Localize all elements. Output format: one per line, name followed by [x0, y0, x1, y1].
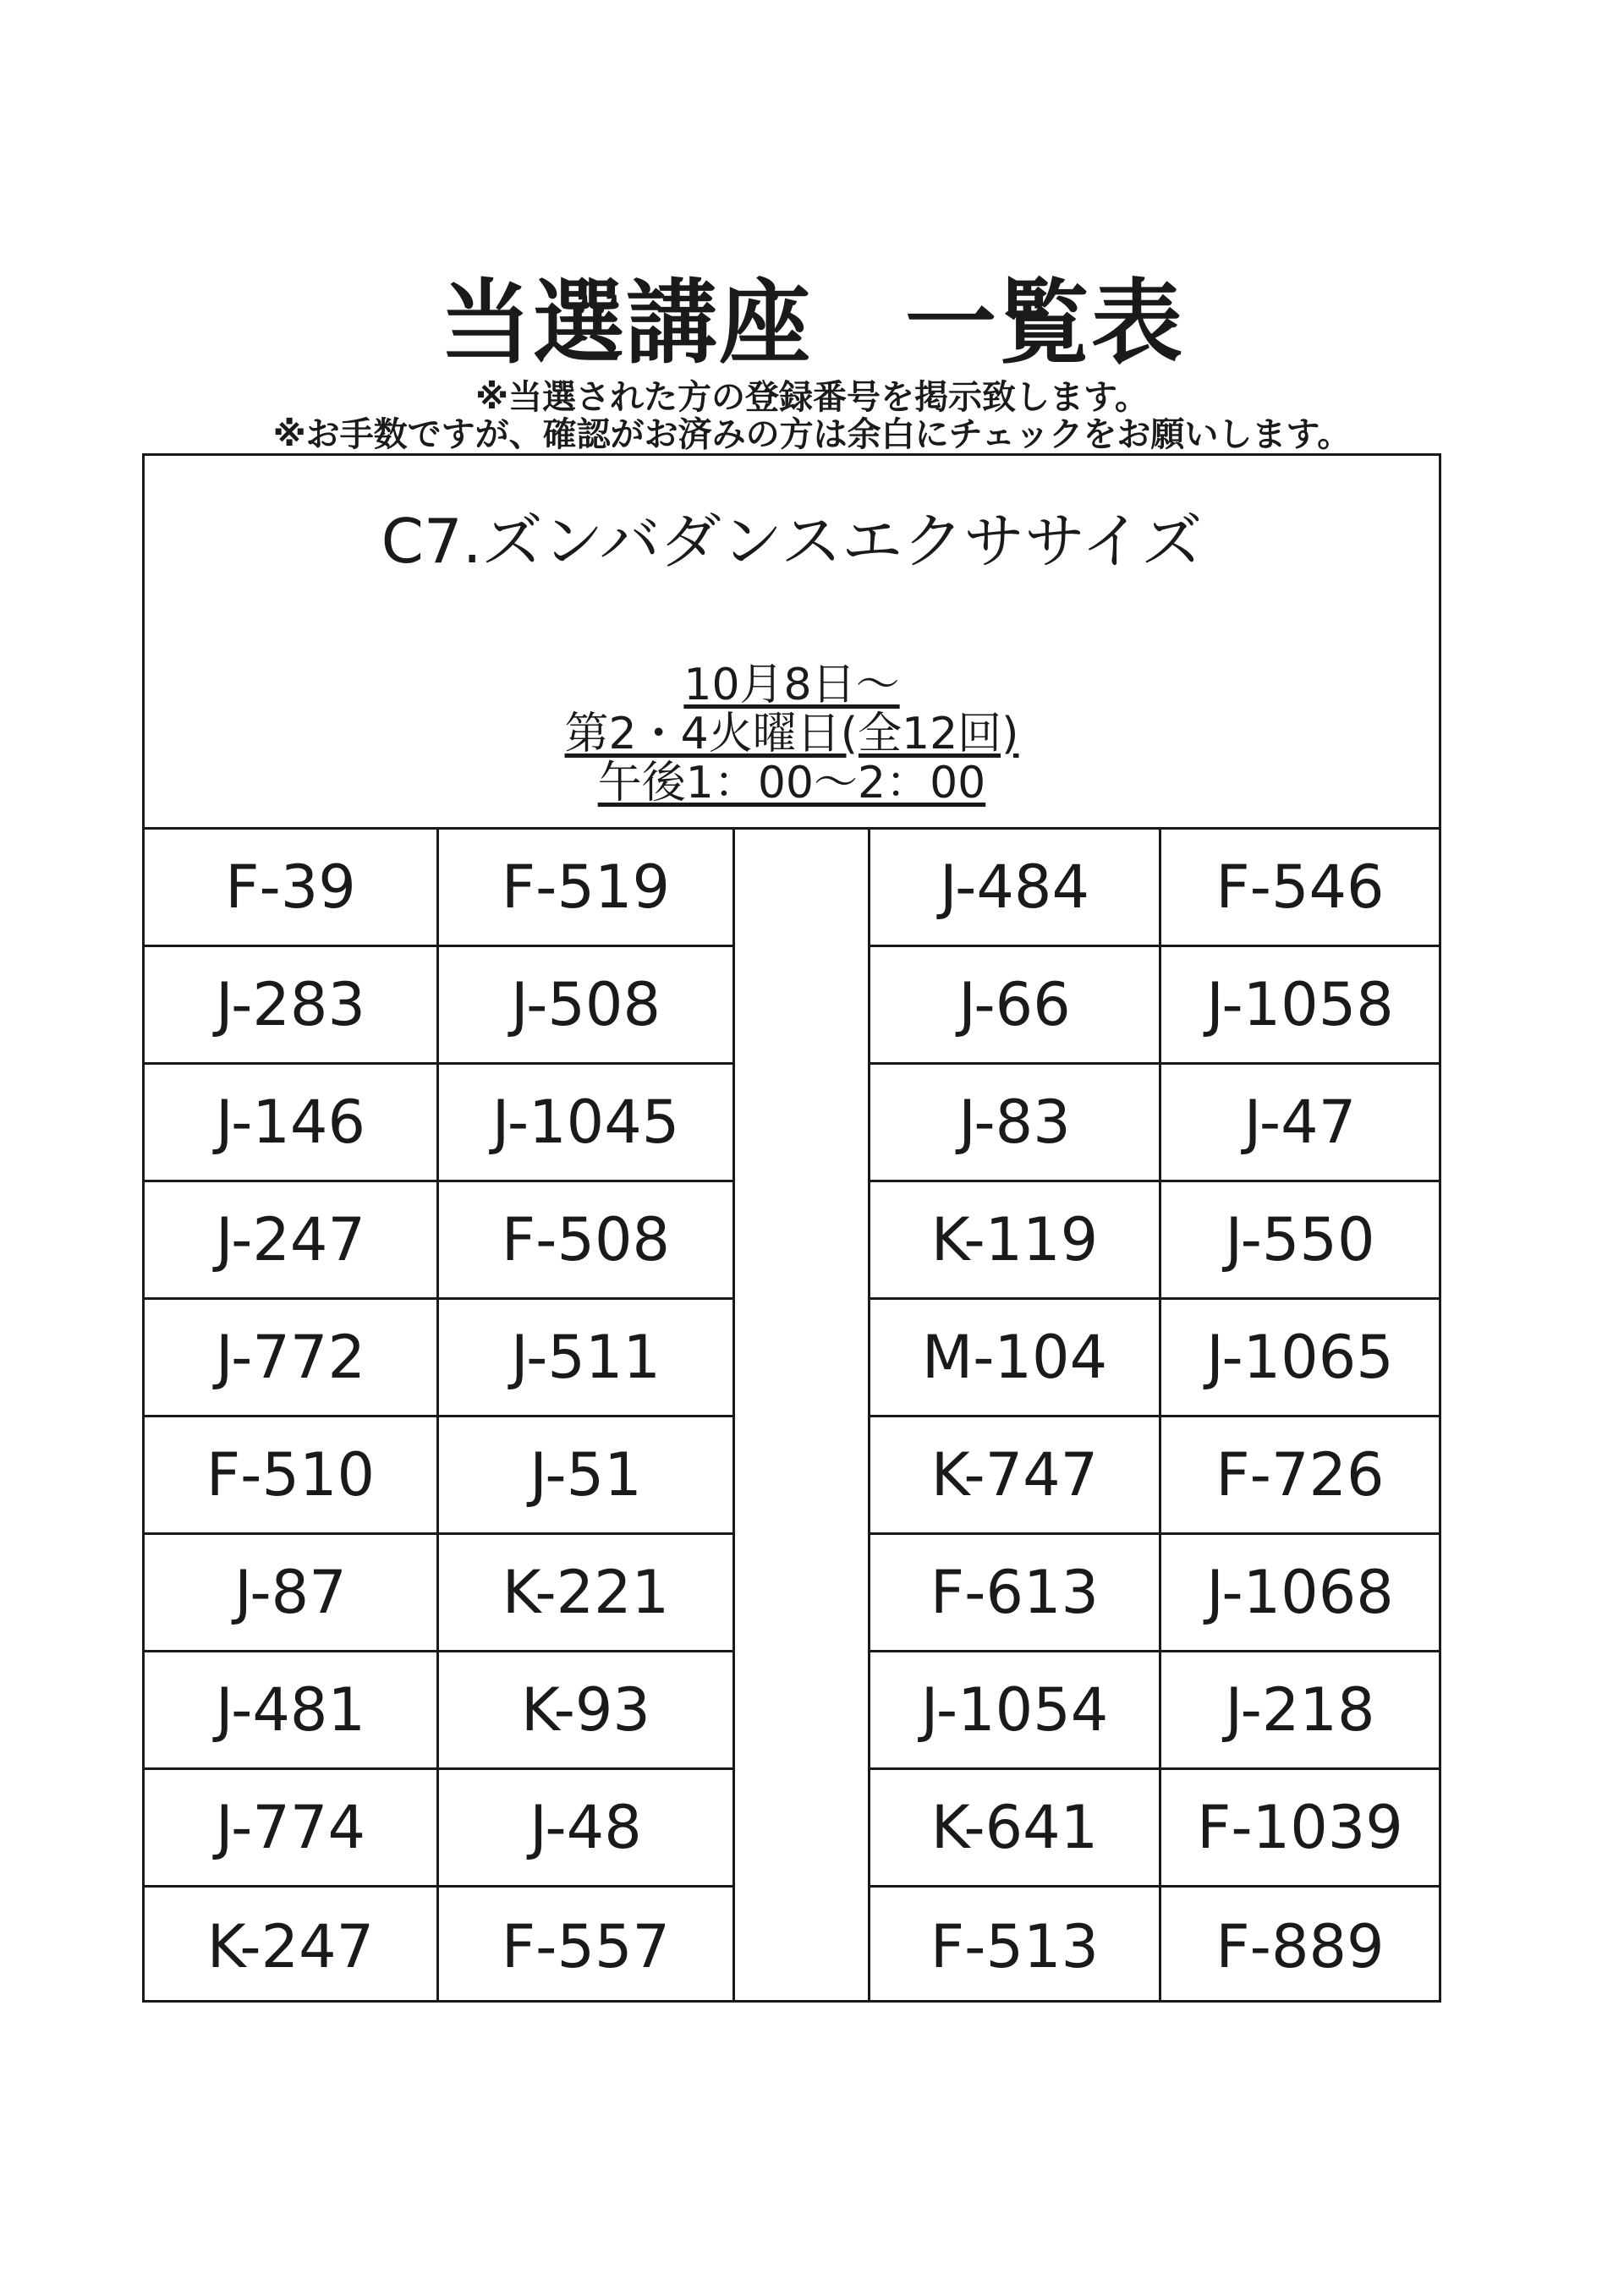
registration-number-cell: J-484 — [870, 830, 1159, 947]
registration-number-cell: J-247 — [145, 1182, 436, 1300]
notice-line-1: ※当選された方の登録番号を掲示致します。 — [475, 378, 1149, 417]
course-time: 午後1：00～2：00 — [597, 758, 986, 808]
registration-number-cell: F-508 — [439, 1182, 732, 1300]
registration-number-cell: J-508 — [439, 947, 732, 1065]
registration-number-cell: F-519 — [439, 830, 732, 947]
registration-number-cell: J-47 — [1161, 1065, 1439, 1182]
registration-number-cell: J-83 — [870, 1065, 1159, 1182]
registration-number-cell: J-48 — [439, 1770, 732, 1888]
registration-number-cell: F-557 — [501, 1911, 671, 1981]
registration-number-cell: F-613 — [870, 1535, 1159, 1652]
registration-number-cell: J-87 — [145, 1535, 436, 1652]
registration-number-cell: K-93 — [439, 1652, 732, 1770]
registration-number-cell: J-66 — [870, 947, 1159, 1065]
registration-number-cell: J-1045 — [439, 1065, 732, 1182]
registration-number-cell: J-51 — [439, 1417, 732, 1535]
course-day: 第2・4火曜日(全12回) — [564, 709, 1019, 759]
number-grid — [145, 830, 1439, 2003]
notice-line-2: ※お手数ですが、確認がお済みの方は余白にチェックをお願いします。 — [272, 415, 1352, 454]
registration-number-cell: J-146 — [145, 1065, 436, 1182]
registration-number-cell: F-1039 — [1161, 1770, 1439, 1888]
course-name: C7.ズンバダンスエクササイズ — [381, 506, 1203, 577]
registration-number-cell: J-774 — [145, 1770, 436, 1888]
registration-number-cell: M-104 — [870, 1300, 1159, 1417]
registration-number-cell: K-247 — [206, 1911, 375, 1981]
registration-number-cell: J-1054 — [870, 1652, 1159, 1770]
registration-number-cell: K-221 — [439, 1535, 732, 1652]
course-start-date: 10月8日～ — [683, 660, 900, 710]
registration-number-cell: J-218 — [1161, 1652, 1439, 1770]
registration-number-cell: J-511 — [439, 1300, 732, 1417]
registration-number-cell: F-513 — [930, 1911, 1100, 1981]
registration-number-cell: K-119 — [870, 1182, 1159, 1300]
page-title: 当選講座 一覧表 — [439, 271, 1184, 376]
registration-number-cell: J-1058 — [1161, 947, 1439, 1065]
registration-number-cell: F-39 — [145, 830, 436, 947]
registration-number-cell: J-772 — [145, 1300, 436, 1417]
registration-number-cell: J-550 — [1161, 1182, 1439, 1300]
registration-number-cell: K-747 — [870, 1417, 1159, 1535]
registration-number-cell: J-283 — [145, 947, 436, 1065]
registration-number-cell: J-1065 — [1161, 1300, 1439, 1417]
registration-number-cell: J-1068 — [1161, 1535, 1439, 1652]
registration-number-cell: F-510 — [145, 1417, 436, 1535]
course-header — [145, 456, 1439, 830]
registration-number-cell: J-481 — [145, 1652, 436, 1770]
registration-number-cell: K-641 — [870, 1770, 1159, 1888]
registration-number-cell: F-546 — [1161, 830, 1439, 947]
registration-number-cell: F-889 — [1215, 1911, 1385, 1981]
results-table — [142, 453, 1441, 2003]
registration-number-cell: F-726 — [1161, 1417, 1439, 1535]
column-divider — [732, 830, 735, 2003]
